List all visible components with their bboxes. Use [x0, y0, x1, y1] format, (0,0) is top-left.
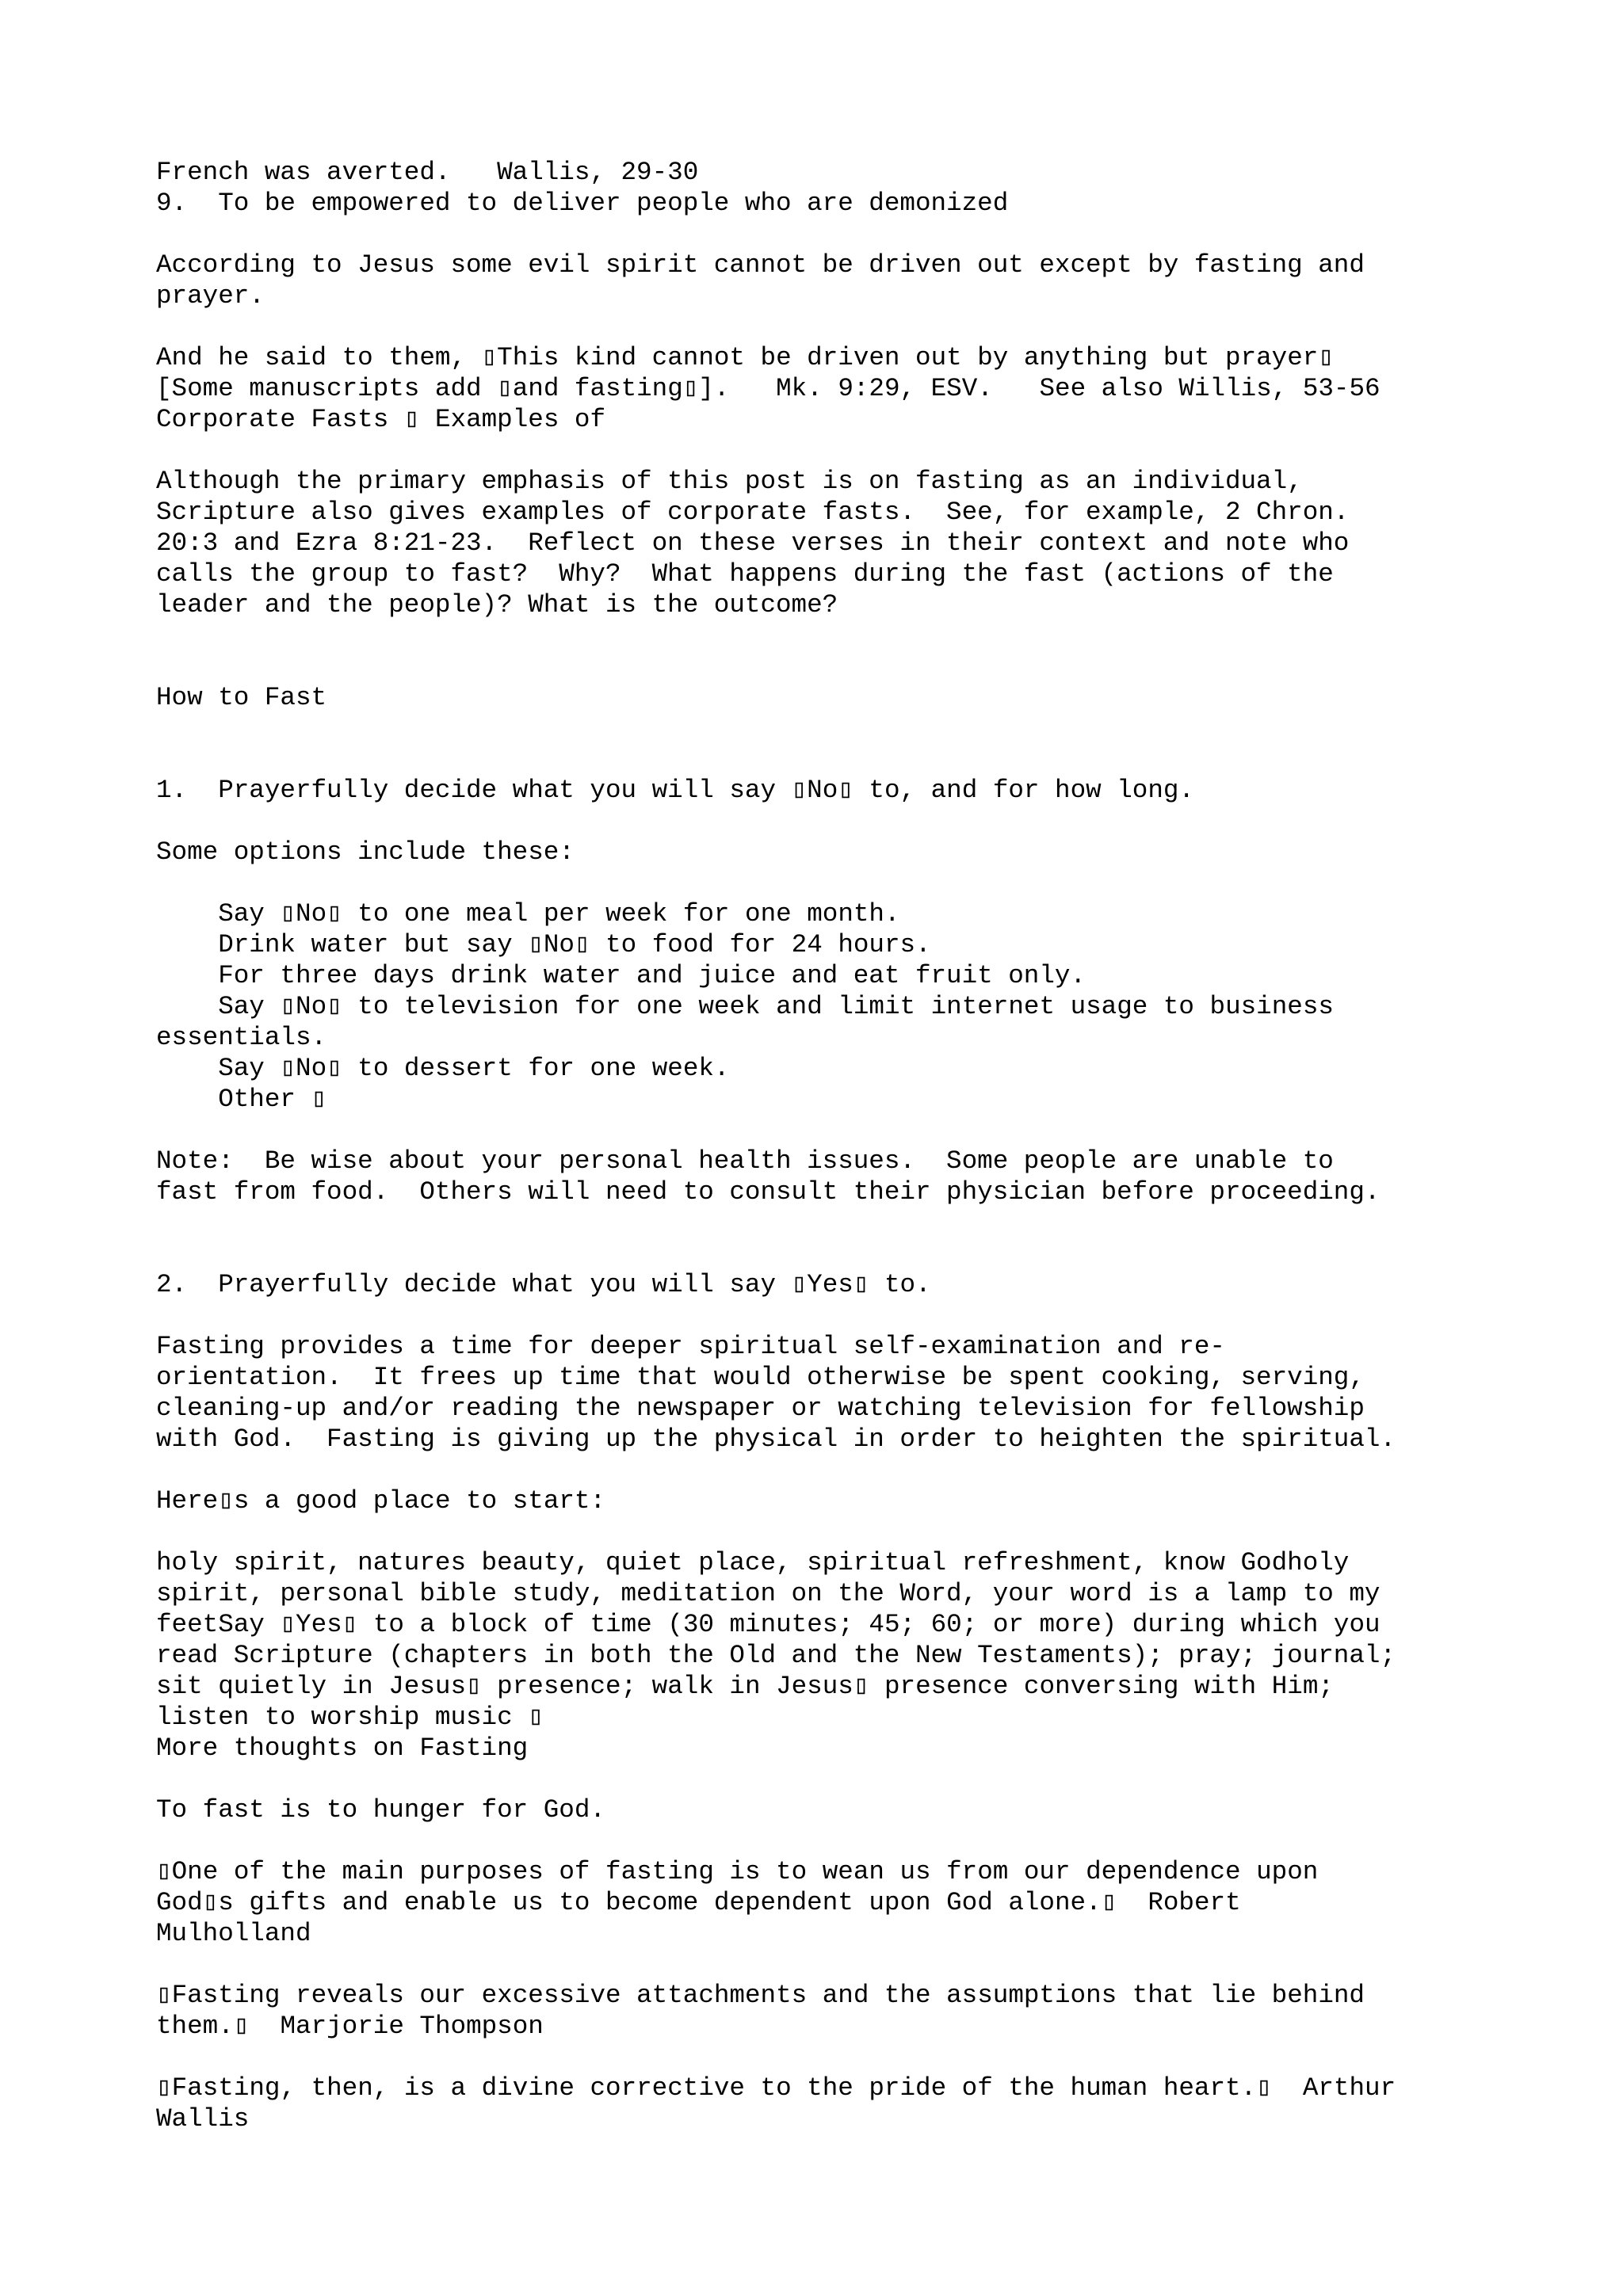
text-line: [Some manuscripts add ▯and fasting▯]. Mk. 9:29, ESV. See also Willis, 53-56 [156, 374, 1381, 403]
text-line: 1. Prayerfully decide what you will say ▯No▯ to, and for how long. [156, 776, 1194, 805]
text-line: Drink water but say ▯No▯ to food for 24 hours. [156, 930, 931, 959]
text-line: sit quietly in Jesus▯ presence; walk in Jesus▯ presence conversing with Him; [156, 1672, 1334, 1701]
text-line: And he said to them, ▯This kind cannot be driven out by anything but prayer▯ [156, 343, 1334, 372]
text-line [156, 311, 1519, 342]
text-line: Some options include these: [156, 837, 575, 867]
text-line: Scripture also gives examples of corporate fasts. See, for example, 2 Chron. [156, 498, 1350, 527]
text-line: Note: Be wise about your personal health issues. Some people are unable to [156, 1146, 1334, 1176]
document-body [156, 157, 1519, 2134]
text-line: Here▯s a good place to start: [156, 1486, 606, 1516]
text-line [156, 620, 1519, 651]
text-line: listen to worship music ▯ [156, 1703, 544, 1732]
text-line [156, 1825, 1519, 1856]
text-line: read Scripture (chapters in both the Old and the New Testaments); pray; journal; [156, 1641, 1396, 1670]
text-line [156, 713, 1519, 744]
text-line: prayer. [156, 281, 265, 311]
text-line: According to Jesus some evil spirit cannot be driven out except by fasting and [156, 250, 1365, 280]
text-line: feetSay ▯Yes▯ to a block of time (30 minutes; 45; 60; or more) during which you [156, 1610, 1381, 1639]
text-line [156, 1455, 1519, 1486]
text-line [156, 868, 1519, 898]
text-line: cleaning-up and/or reading the newspaper or watching television for fellowship [156, 1394, 1365, 1423]
text-line: Fasting provides a time for deeper spiritual self-examination and re- [156, 1332, 1225, 1361]
text-line: To fast is to hunger for God. [156, 1795, 605, 1825]
text-line [156, 1300, 1519, 1331]
text-line: ▯Fasting reveals our excessive attachments and the assumptions that lie behind [156, 1981, 1365, 2010]
text-line: Other ▯ [156, 1085, 327, 1114]
text-line: Although the primary emphasis of this post is on fasting as an individual, [156, 467, 1303, 496]
text-line [156, 1764, 1519, 1794]
text-line: fast from food. Others will need to consult their physician before proceeding. [156, 1177, 1381, 1207]
text-line: ▯Fasting, then, is a divine corrective to the pride of the human heart.▯ Arthur [156, 2073, 1396, 2103]
text-line [156, 1949, 1519, 1980]
text-line: 2. Prayerfully decide what you will say ▯Yes▯ to. [156, 1270, 931, 1299]
text-line: French was averted. Wallis, 29-30 [156, 158, 699, 187]
text-line [156, 219, 1519, 250]
text-line: How to Fast [156, 683, 327, 712]
text-line: holy spirit, natures beauty, quiet place, spiritual refreshment, know Godholy [156, 1548, 1350, 1577]
text-line: Wallis [156, 2104, 250, 2134]
text-line [156, 1207, 1519, 1238]
text-line: For three days drink water and juice and eat fruit only. [156, 961, 1086, 990]
text-line [156, 651, 1519, 682]
text-line: orientation. It frees up time that would otherwise be spent cooking, serving, [156, 1363, 1365, 1392]
text-line [156, 1115, 1519, 1146]
text-line: 9. To be empowered to deliver people who are demonized [156, 189, 1009, 218]
text-line: Say ▯No▯ to one meal per week for one month. [156, 899, 900, 929]
text-line: More thoughts on Fasting [156, 1733, 529, 1763]
text-line [156, 1238, 1519, 1269]
text-line: calls the group to fast? Why? What happens during the fast (actions of the [156, 559, 1334, 589]
text-line: with God. Fasting is giving up the physical in order to heighten the spiritual. [156, 1425, 1396, 1454]
text-line: leader and the people)? What is the outcome? [156, 590, 838, 620]
text-line: Say ▯No▯ to dessert for one week. [156, 1054, 730, 1083]
text-line: Corporate Fasts ▯ Examples of [156, 405, 606, 434]
text-line: ▯One of the main purposes of fasting is to wean us from our dependence upon [156, 1857, 1319, 1886]
text-line [156, 1516, 1519, 1547]
text-line: essentials. [156, 1023, 327, 1052]
text-line: 20:3 and Ezra 8:21-23. Reflect on these verses in their context and note who [156, 528, 1350, 558]
text-line [156, 744, 1519, 775]
text-line [156, 2042, 1519, 2073]
text-line: spirit, personal bible study, meditation on the Word, your word is a lamp to my [156, 1579, 1381, 1608]
text-line [156, 806, 1519, 837]
text-line: God▯s gifts and enable us to become dependent upon God alone.▯ Robert [156, 1888, 1241, 1917]
text-line: Mulholland [156, 1919, 311, 1948]
text-line: Say ▯No▯ to television for one week and limit internet usage to business [156, 992, 1334, 1021]
text-line [156, 435, 1519, 466]
text-line: them.▯ Marjorie Thompson [156, 2012, 544, 2041]
